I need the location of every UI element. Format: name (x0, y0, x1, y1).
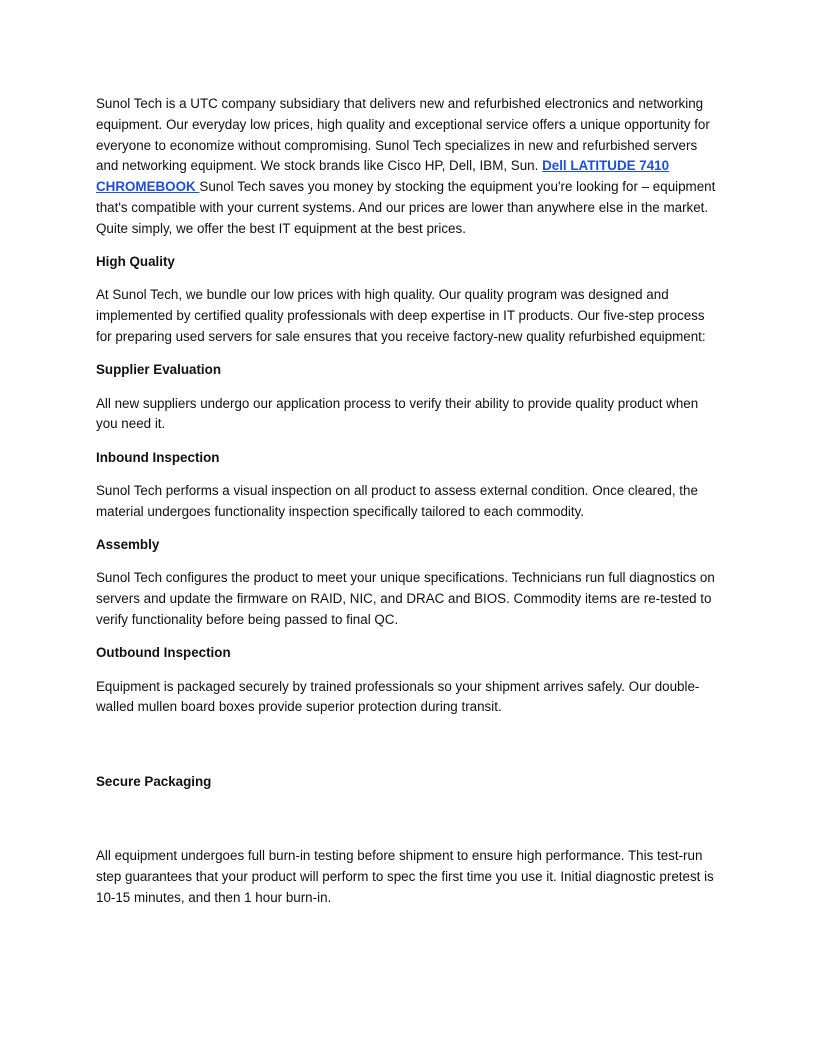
section-body-assembly: Sunol Tech configures the product to meet your unique specifications. Technicians run full diagnostics on servers and update the firmware on RAID, NIC, and DRAC and BIOS. Commodity items are re-tested to verify functionality before being passed to final QC. (96, 570, 715, 627)
section-heading-assembly: Assembly (96, 537, 160, 553)
section-body-supplier-evaluation: All new suppliers undergo our application process to verify their ability to provide quality product when you need it. (96, 395, 699, 432)
section-heading-supplier-evaluation: Supplier Evaluation (96, 362, 222, 378)
section-heading-high-quality: High Quality (96, 254, 175, 270)
section-heading-inbound-inspection: Inbound Inspection (96, 449, 220, 465)
section-heading-secure-packaging: Secure Packaging (96, 773, 212, 789)
section-body-high-quality: At Sunol Tech, we bundle our low prices with high quality. Our quality program was designed and implemented by certified quality professionals with deep expertise in IT products. Our five-step process for preparing used servers for sale ensures that you receive factory-new quality refurbished equipment: (96, 287, 706, 344)
document-page (96, 94, 722, 921)
intro-text-after-link: Sunol Tech saves you money by stocking the equipment you're looking for – equipment that's compatible with your current systems. And our prices are lower than anywhere else in the market. Quite simply, we offer the best IT equipment at the best prices. (96, 179, 716, 236)
intro-text-before-link: Sunol Tech is a UTC company subsidiary that delivers new and refurbished electronics and networking equipment. Our everyday low prices, high quality and exceptional service offers a unique opportunity for everyone to economize without compromising. Sunol Tech specializes in new and refurbished servers and networking equipment. We stock brands like Cisco HP, Dell, IBM, Sun. (96, 96, 710, 174)
blank-spacer (96, 805, 722, 846)
section-heading-outbound-inspection: Outbound Inspection (96, 645, 231, 661)
section-body-outbound-inspection: Equipment is packaged securely by trained professionals so your shipment arrives safely. Our double-walled mullen board boxes provide superior protection during transit. (96, 678, 700, 715)
intro-paragraph (96, 94, 722, 240)
product-link[interactable]: Dell LATITUDE 7410 CHROMEBOOK (96, 158, 670, 195)
section-body-inbound-inspection: Sunol Tech performs a visual inspection on all product to assess external condition. Once cleared, the material undergoes functionality inspection specifically tailored to each commodity. (96, 482, 698, 519)
blank-spacer (96, 731, 722, 772)
section-body-secure-packaging: All equipment undergoes full burn-in testing before shipment to ensure high performance. This test-run step guarantees that your product will perform to spec the first time you use it. Initial diagnostic pretest is 10-15 minutes, and then 1 hour burn-in. (96, 847, 714, 905)
